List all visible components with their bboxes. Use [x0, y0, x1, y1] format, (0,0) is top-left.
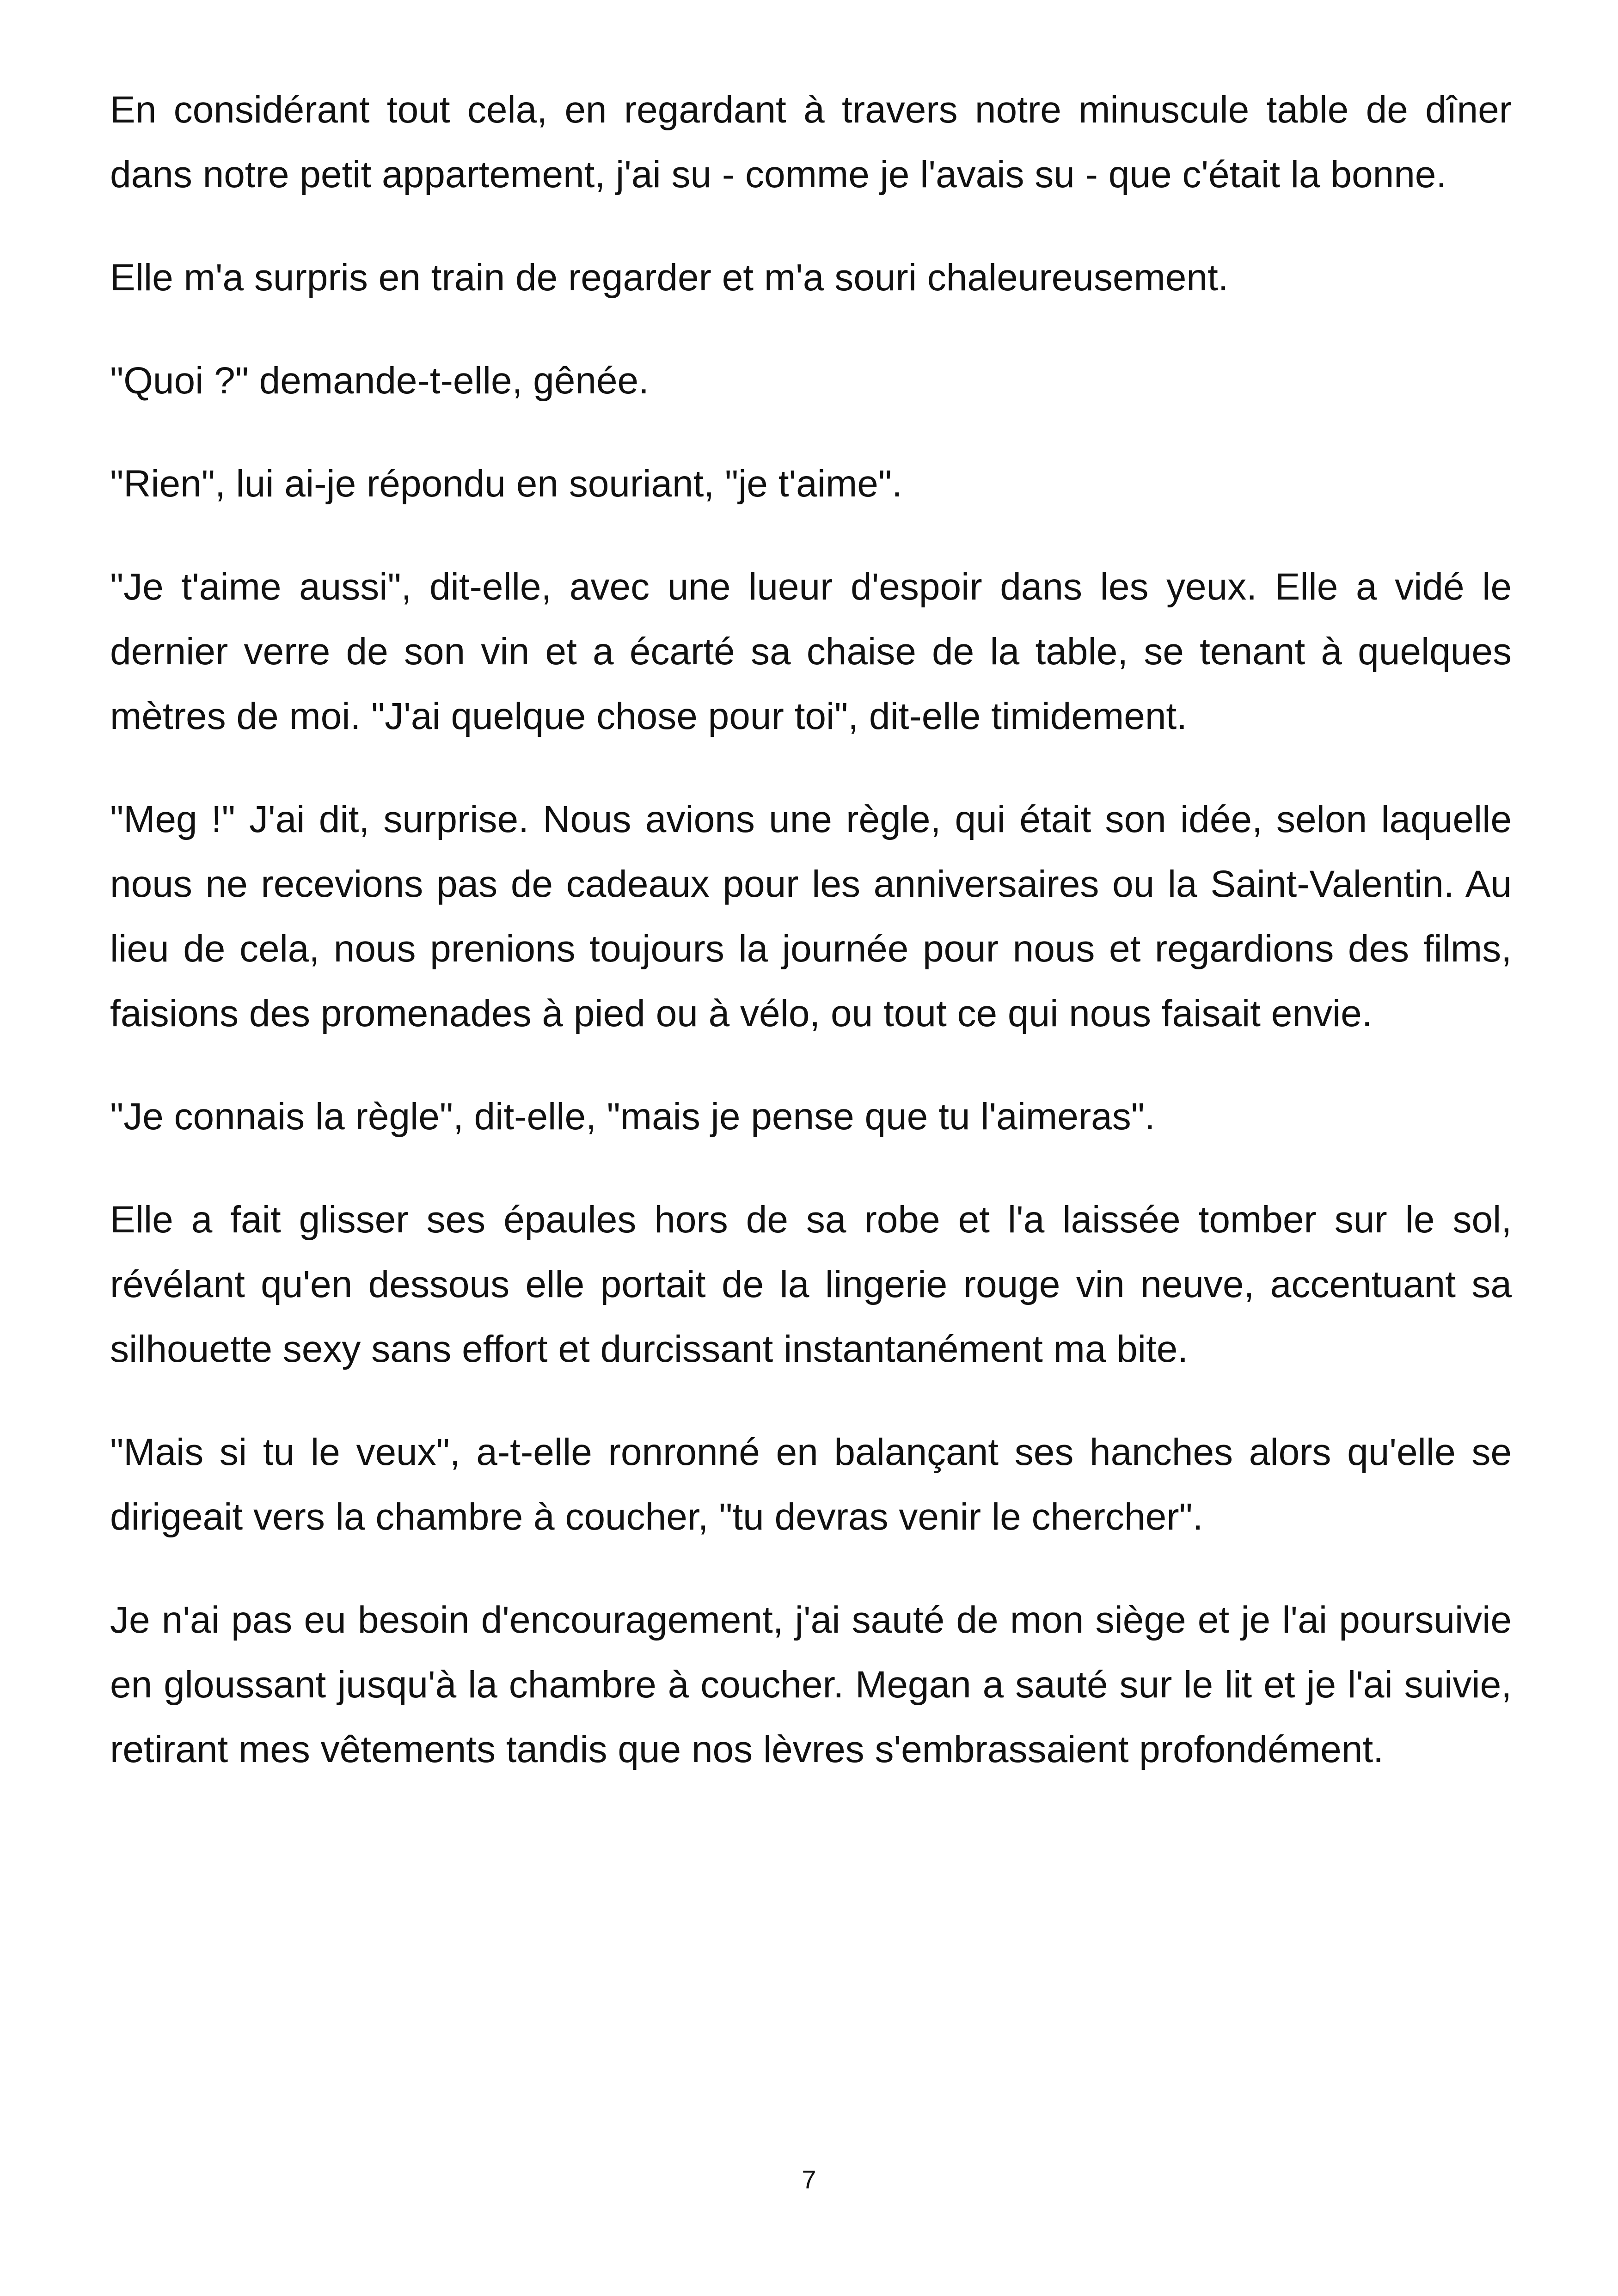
paragraph: "Meg !" J'ai dit, surprise. Nous avions une règle, qui était son idée, selon laquelle nous ne recevions pas de cadeaux pour les anniversaires ou la Saint-Valentin. Au lieu de cela, nous prenions toujours la journée pour nous et regardions des films, faisions des promenades à pied ou à vélo, ou tout ce qui nous faisait envie.	[110, 798, 1512, 1035]
paragraph: En considérant tout cela, en regardant à travers notre minuscule table de dîner dans notre petit appartement, j'ai su - comme je l'avais su - que c'était la bonne.	[110, 89, 1512, 196]
body-text	[110, 78, 1512, 1820]
paragraph: "Quoi ?" demande-t-elle, gênée.	[110, 360, 649, 402]
paragraph: "Je t'aime aussi", dit-elle, avec une lueur d'espoir dans les yeux. Elle a vidé le dernier verre de son vin et a écarté sa chaise de la table, se tenant à quelques mètres de moi. "J'ai quelque chose pour toi", dit-elle timidement.	[110, 566, 1512, 737]
page-number: 7	[802, 2165, 816, 2194]
paragraph: "Mais si tu le veux", a-t-elle ronronné en balançant ses hanches alors qu'elle se dirigeait vers la chambre à coucher, "tu devras venir le chercher".	[110, 1431, 1512, 1538]
paragraph: Elle a fait glisser ses épaules hors de sa robe et l'a laissée tomber sur le sol, révélant qu'en dessous elle portait de la lingerie rouge vin neuve, accentuant sa silhouette sexy sans effort et durcissant instantanément ma bite.	[110, 1199, 1512, 1370]
paragraph: "Rien", lui ai-je répondu en souriant, "je t'aime".	[110, 463, 902, 505]
paragraph: Elle m'a surpris en train de regarder et m'a souri chaleureusement.	[110, 257, 1229, 299]
paragraph: "Je connais la règle", dit-elle, "mais je pense que tu l'aimeras".	[110, 1096, 1155, 1138]
paragraph: Je n'ai pas eu besoin d'encouragement, j'ai sauté de mon siège et je l'ai poursuivie en gloussant jusqu'à la chambre à coucher. Megan a sauté sur le lit et je l'ai suivie, retirant mes vêtements tandis que nos lèvres s'embrassaient profondément.	[110, 1599, 1512, 1770]
